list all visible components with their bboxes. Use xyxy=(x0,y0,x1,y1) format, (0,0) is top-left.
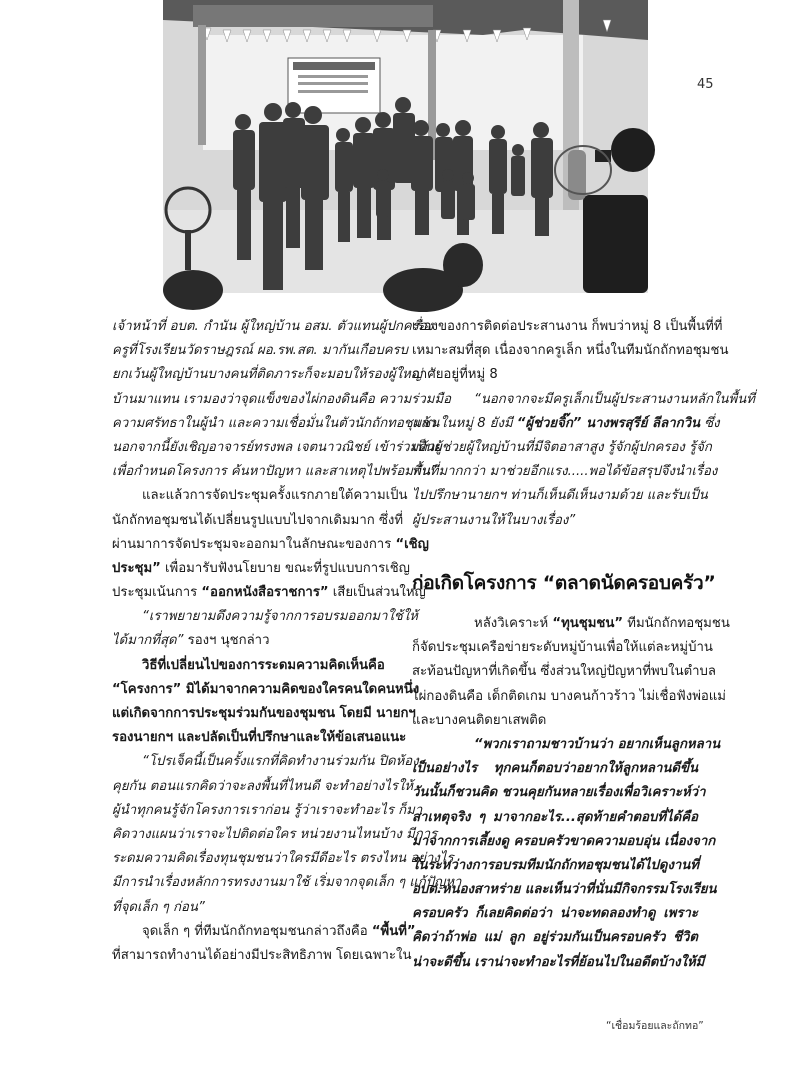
text-line: ระดมความคิดเรื่องทุนชุมชนว่าใครมีดีอะไร ตรงไหน อย่างไร xyxy=(112,851,454,867)
text-line: เหมาะสมที่สุด เนื่องจากครูเล็ก หนึ่งในทีมนักถักทอชุมชน xyxy=(412,343,729,359)
text-line: ในระหว่างการอบรมทีมนักถักทอชุมชนได้ไปดูงานที่ xyxy=(412,857,699,873)
text-line: เป็นอย่างไร ทุกคนก็ตอบว่าอยากให้ลูกหลานดีขึ้น xyxy=(412,761,698,777)
text-line: ไปปรึกษานายกฯ ท่านก็เห็นดีเห็นงามด้วย และรับเป็น xyxy=(412,488,708,504)
text-line: พื้นที่มากกว่า มาช่วยอีกแรง.....พอได้ข้อสรุปจึงนำเรื่อง xyxy=(412,464,718,480)
text-line: นอกจากนี้ยังเชิญอาจารย์ทรงพล เจตนาวณิชย์ เข้าร่วมด้วย xyxy=(112,439,442,455)
text-line: อบต.หนองสาหร่าย และเห็นว่าที่นั่นมีกิจกรรมโรงเรียน xyxy=(412,882,717,898)
text-line: คุยกัน ตอนแรกคิดว่าจะลงพื้นที่ไหนดี จะทำอย่างไรให้ xyxy=(112,778,414,794)
text-line: แต่เกิดจากการประชุมร่วมกันของชุมชน โดยมี นายกฯ xyxy=(112,706,416,721)
text-line: ที่สามารถทำงานได้อย่างมีประสิทธิภาพ โดยเฉพาะใน xyxy=(112,947,412,963)
text-line: คิดวางแผนว่าเราจะไปติดต่อใคร หน่วยงานไหนบ้าง มีการ xyxy=(112,826,438,842)
text-line: แล้ว ในหมู่ 8 ยังมี “ผู้ช่วยจิ๊ก” นางพรสุรีย์ ลีลากวิน ซึ่ง xyxy=(412,415,720,431)
text-line: “โครงการ” มิได้มาจากความคิดของใครคนใดคนหนึ่ง xyxy=(112,681,420,697)
text-line: ที่จุดเล็ก ๆ ก่อน” xyxy=(112,899,205,915)
text-line: นักถักทอชุมชนได้เปลี่ยนรูปแบบไปจากเดิมมาก ซึ่งที่ xyxy=(112,512,404,528)
text-line: มาจากการเลี้ยงดู ครอบครัวขาดความอบอุ่น เนื่องจาก xyxy=(412,833,716,849)
text-line: และบางคนติดยาเสพติด xyxy=(412,712,547,728)
text-line: เจ้าหน้าที่ อบต. กำนัน ผู้ใหญ่บ้าน อสม. ตัวแทนผู้ปกครอง xyxy=(112,319,434,334)
right-column-top xyxy=(412,315,755,533)
text-line: ก็จัดประชุมเครือข่ายระดับหมู่บ้านเพื่อให้แต่ละหมู่บ้าน xyxy=(412,640,713,656)
text-line: จุดเล็ก ๆ ที่ทีมนักถักทอชุมชนกล่าวถึงคือ “พื้นที่” xyxy=(142,923,416,939)
text-line: รองนายกฯ และปลัดเป็นที่ปรึกษาและให้ข้อเสนอแนะ xyxy=(112,730,407,746)
text-line: “โปรเจ็คนี้เป็นครั้งแรกที่คิดทำงานร่วมกัน ปิดห้อง xyxy=(142,754,419,770)
text-line: ประชุมเน้นการ “ออกหนังสือราชการ” เสียเป็นส่วนใหญ่ xyxy=(112,585,426,601)
text-line: เพื่อกำหนดโครงการ ค้นหาปัญหา และสาเหตุไปพร้อมกัน” xyxy=(112,464,437,480)
text-line: ยกเว้นผู้ใหญ่บ้านบางคนที่ติดภาระก็จะมอบให้รองผู้ใหญ่ xyxy=(112,367,423,383)
text-line: อาศัยอยู่ที่หมู่ 8 xyxy=(412,367,498,383)
text-line: ความศรัทธาในผู้นำ และความเชื่อมั่นในตัวนักถักทอชุมชน xyxy=(112,415,440,431)
text-line: ครอบครัว ก็เลยคิดต่อว่า น่าจะทดลองทำดู เพราะ xyxy=(412,906,698,922)
text-line: ครูที่โรงเรียนวัดราษฎรณ์ ผอ.รพ.สต. มากันเกือบครบ xyxy=(112,343,409,359)
text-line: “นอกจากจะมีครูเล็กเป็นผู้ประสานงานหลักในพื้นที่ xyxy=(474,391,755,407)
text-line: เรื่องของการติดต่อประสานงาน ก็พบว่าหมู่ 8 เป็นพื้นที่ที่ xyxy=(412,319,723,334)
text-line: สะท้อนปัญหาที่เกิดขึ้น ซึ่งส่วนใหญ่ปัญหาที่พบในตำบล xyxy=(412,664,717,680)
section-heading: ก่อเกิดโครงการ “ตลาดนัดครอบครัว” xyxy=(412,572,716,594)
text-line: “พวกเราถามชาวบ้านว่า อยากเห็นลูกหลาน xyxy=(474,736,721,752)
text-line: คิดว่าถ้าพ่อ แม่ ลูก อยู่ร่วมกันเป็นครอบครัว ชีวิต xyxy=(412,930,698,946)
text-line: “เราพยายามดึงความรู้จากการอบรมออกมาใช้ให้ xyxy=(142,609,418,625)
text-line: ผ่านมาการจัดประชุมจะออกมาในลักษณะของการ “เชิญ xyxy=(112,536,429,552)
text-line: เป็นผู้ช่วยผู้ใหญ่บ้านที่มีจิตอาสาสูง รู้จักผู้ปกครอง รู้จัก xyxy=(412,439,712,455)
text-line: มีการนำเรื่องหลักการทรงงานมาใช้ เริ่มจากจุดเล็ก ๆ แก้ปัญหา xyxy=(112,875,462,891)
text-line: ผู้นำทุกคนรู้จักโครงการเราก่อน รู้ว่าเราจะทำอะไร ก็มา xyxy=(112,802,423,818)
text-line: สาเหตุจริง ๆ มาจากอะไร...สุดท้ายคำตอบที่ได้คือ xyxy=(412,809,698,825)
page-number: 45 xyxy=(697,77,714,92)
text-line: วันนั้นก็ชวนคิด ชวนคุยกันหลายเรื่องเพื่อวิเคราะห์ว่า xyxy=(412,785,706,801)
group-activity-photo xyxy=(163,0,648,293)
text-line: หลังวิเคราะห์ “ทุนชุมชน” ทีมนักถักทอชุมชน xyxy=(474,616,730,631)
text-line: ได้มากที่สุด” รองฯ นุชกล่าว xyxy=(112,633,270,649)
text-line: น่าจะดีขึ้น เราน่าจะทำอะไรที่ย้อนไปในอดีตบ้างให้มี xyxy=(412,954,705,970)
text-line: ผู้ประสานงานให้ในบางเรื่อง” xyxy=(412,512,576,528)
right-column-bottom xyxy=(412,612,730,975)
text-line: วิธีที่เปลี่ยนไปของการระดมความคิดเห็นคือ xyxy=(142,657,385,673)
text-line: ประชุม” เพื่อมารับฟังนโยบาย ขณะที่รูปแบบการเชิญ xyxy=(112,560,410,576)
running-footer-title: “เชื่อมร้อยและถักทอ” xyxy=(606,1020,704,1032)
article-photo xyxy=(163,0,648,293)
text-line: และแล้วการจัดประชุมครั้งแรกภายใต้ความเป็น xyxy=(142,488,408,504)
text-line: บ้านมาแทน เรามองว่าจุดแข็งของไผ่กองดินคือ ความร่วมมือ xyxy=(112,391,452,407)
text-line: ไผ่กองดินคือ เด็กติดเกม บางคนก้าวร้าว ไม่เชื่อฟังพ่อแม่ xyxy=(412,688,726,704)
